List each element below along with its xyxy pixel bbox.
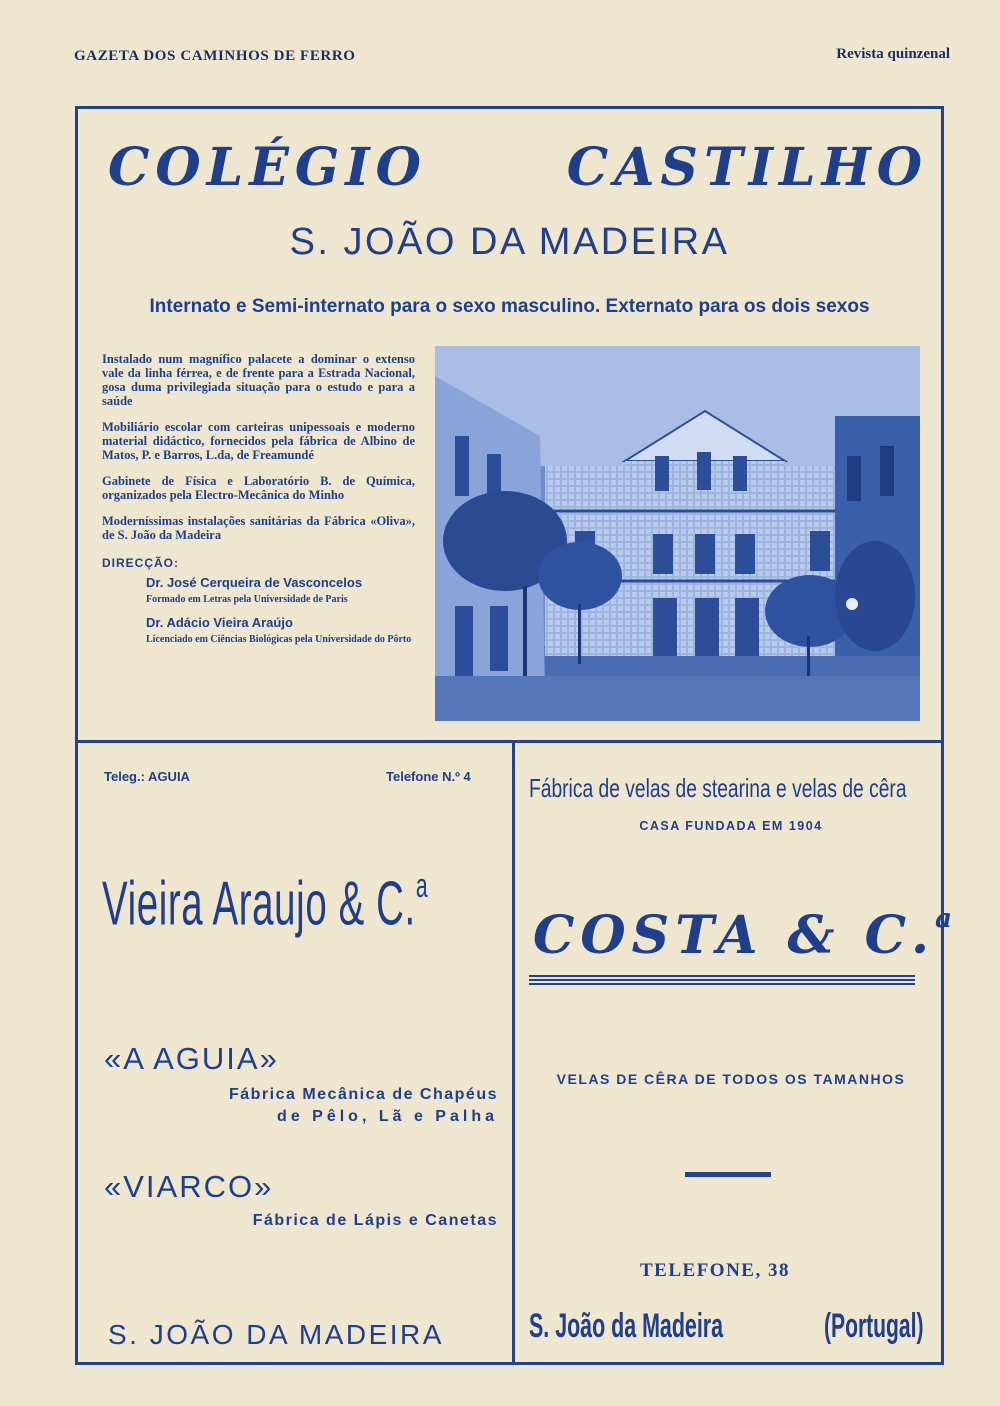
product-description: VELAS DE CÊRA DE TODOS OS TAMANHOS xyxy=(556,1071,906,1087)
costa-country: (Portugal) xyxy=(824,1307,924,1345)
telephone-number: Telefone N.º 4 xyxy=(386,769,471,784)
vieira-araujo-town: S. JOÃO DA MADEIRA xyxy=(108,1319,444,1350)
telegraph-address: Teleg.: AGUIA xyxy=(104,769,190,784)
page-header xyxy=(74,48,950,70)
college-info-column xyxy=(102,352,415,646)
section-divider-horizontal xyxy=(78,740,941,743)
candle-factory-title: Fábrica de velas de stearina e velas de cêra xyxy=(529,773,907,803)
costa-phone: TELEFONE, 38 xyxy=(640,1260,790,1281)
magazine-periodicity: Revista quinzenal xyxy=(836,46,950,62)
company-name-text: Vieira Araujo & C. xyxy=(102,869,416,939)
director-name: Dr. Adácio Vieira Araújo xyxy=(146,615,293,630)
info-paragraph: Instalado num magnífico palacete a dominar o extenso vale da linha férrea, e de frente para a Estrada Nacional, gosa duma privilegiada situação para o estudo e para a saúde xyxy=(102,352,415,408)
direction-label: DIRECÇÃO: xyxy=(102,556,179,570)
director-name: Dr. José Cerqueira de Vasconcelos xyxy=(146,575,363,590)
info-paragraph: Mobiliário escolar com carteiras unipessoais e moderno material didáctico, fornecidos pela fábrica de Albino de Matos, P. e Barros, L.da, de Freamundé xyxy=(102,420,415,462)
college-name-word-1: COLÉGIO xyxy=(108,137,427,198)
brand-a-aguia: «A AGUIA» xyxy=(104,1041,279,1076)
section-divider-vertical xyxy=(512,743,515,1362)
decorative-underline xyxy=(529,975,915,987)
company-name-text: COSTA & C. xyxy=(533,905,936,966)
brand-description-line: Fábrica de Lápis e Canetas xyxy=(252,1212,498,1229)
director-credential: Licenciado em Ciências Biológicas pela Universidade do Pôrto xyxy=(146,634,412,645)
brand-description-line: de Pêlo, Lã e Palha xyxy=(277,1108,498,1125)
college-name xyxy=(108,137,928,198)
magazine-title: GAZETA DOS CAMINHOS DE FERRO xyxy=(74,48,356,64)
college-town: S. JOÃO DA MADEIRA xyxy=(289,221,730,263)
director-credential: Formado em Letras pela Universidade de Paris xyxy=(146,594,348,605)
decorative-bar xyxy=(685,1172,771,1177)
college-building-photo xyxy=(435,346,920,721)
company-name-superscript: a xyxy=(935,904,959,934)
brand-viarco: «VIARCO» xyxy=(104,1169,274,1204)
company-name-superscript: a xyxy=(415,867,429,905)
costa-company-name xyxy=(533,904,958,966)
building-illustration xyxy=(435,346,920,721)
brand-viarco-description xyxy=(218,1210,498,1232)
info-paragraph: Gabinete de Física e Laboratório B. de Química, organizados pela Electro-Mecânica do Minho xyxy=(102,474,415,502)
brand-description-line: Fábrica Mecânica de Chapéus xyxy=(228,1086,498,1103)
founded-year: CASA FUNDADA EM 1904 xyxy=(639,819,823,833)
advertisement-frame xyxy=(75,106,959,1365)
brand-a-aguia-description xyxy=(218,1084,498,1128)
college-subtitle: Internato e Semi-internato para o sexo masculino. Externato para os dois sexos xyxy=(149,296,870,317)
college-name-word-2: CASTILHO xyxy=(566,137,928,198)
costa-town: S. João da Madeira xyxy=(529,1307,724,1345)
vieira-araujo-company-name xyxy=(102,867,429,939)
info-paragraph: Moderníssimas instalações sanitárias da Fábrica «Oliva», de S. João da Madeira xyxy=(102,514,415,542)
